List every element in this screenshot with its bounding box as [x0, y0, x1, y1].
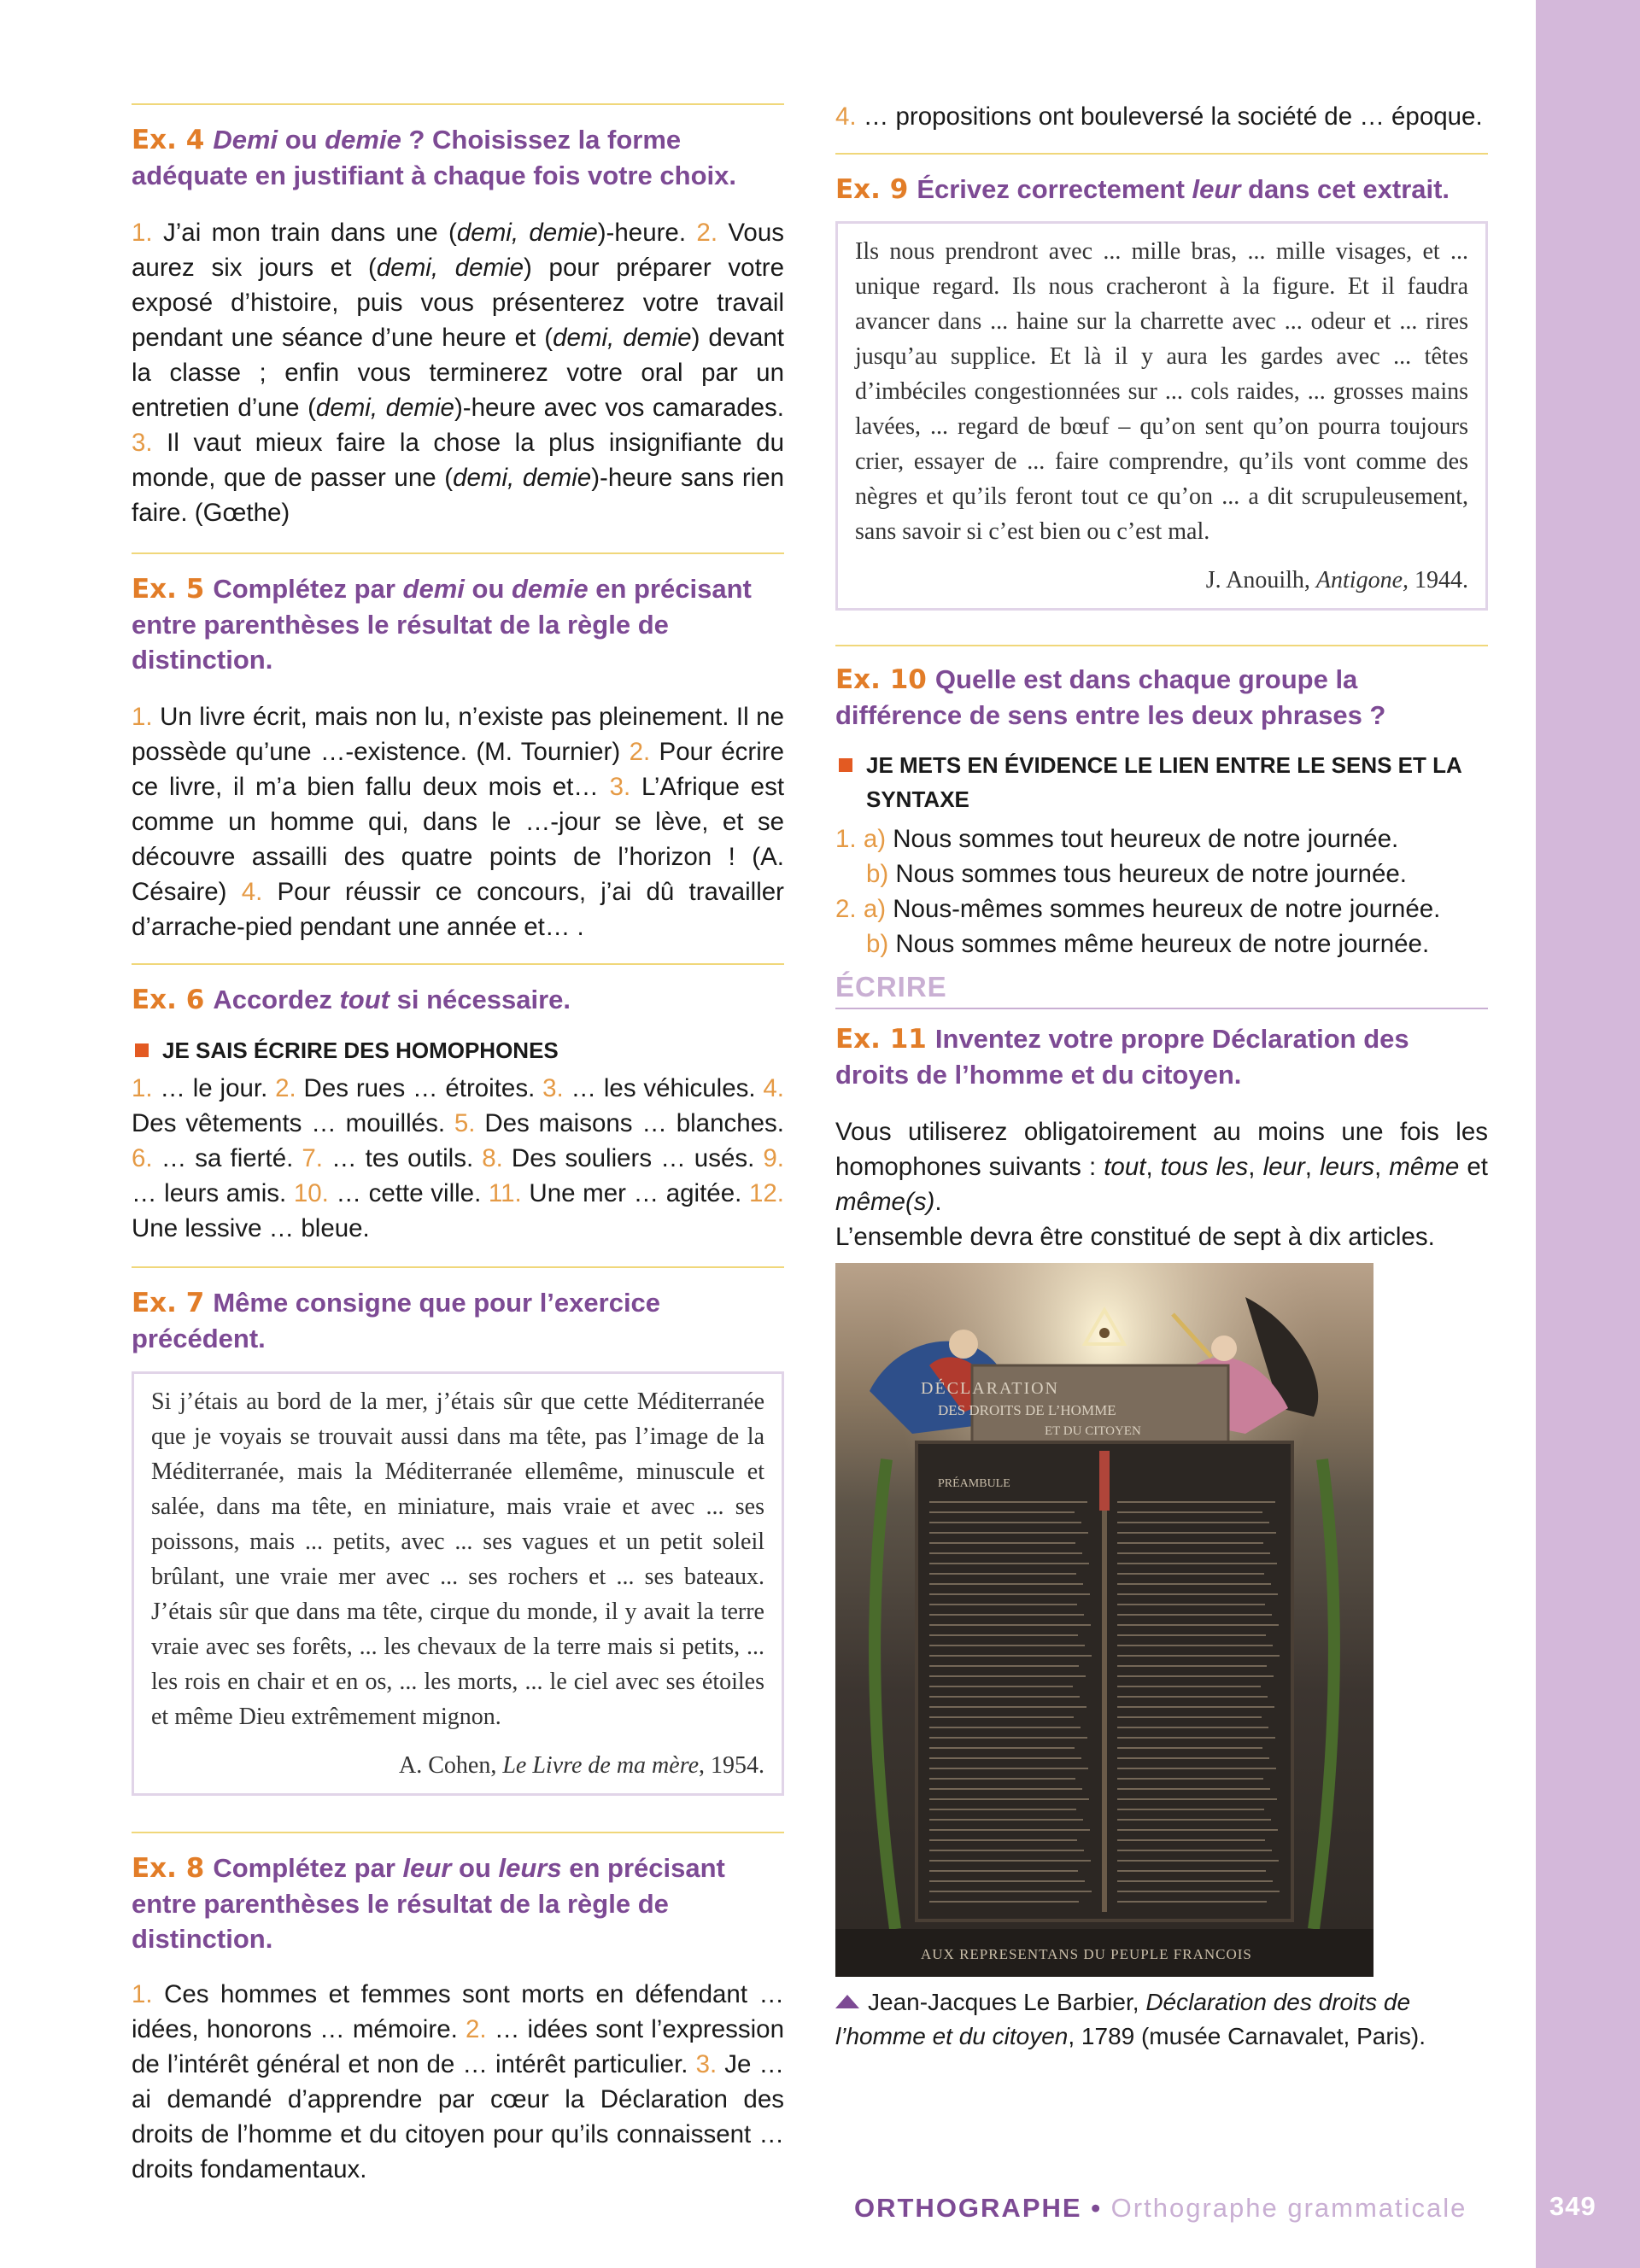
italic-text: demi, demie [553, 324, 692, 352]
italic-text: demi, demie [456, 219, 598, 247]
divider [132, 963, 784, 965]
item-number: 2. [629, 738, 651, 766]
ex6-body [132, 1071, 784, 1246]
italic-text: tout [1104, 1153, 1146, 1181]
item-number: 1. [132, 1074, 153, 1102]
ex6-subhead: JE SAIS ÉCRIRE DES HOMOPHONES [132, 1033, 784, 1067]
item-number: 12. [748, 1179, 784, 1207]
item-text: L’Afrique est comme un homme qui, dans le …-jour se lève, et se découvre assailli des quatre points de l’horizon ! (A. Césaire) [132, 773, 785, 906]
item-number: 9. [763, 1144, 784, 1172]
ex11-instruction: Ex. 11 Inventez votre propre Déclaration des droits de l’homme et du citoyen. [835, 1024, 1409, 1090]
item-text: , [1145, 1153, 1161, 1181]
ex11-body [835, 1114, 1488, 1219]
item-text: Nous-mêmes sommes heureux de notre journée. [886, 895, 1441, 923]
italic-text: même [1389, 1153, 1460, 1181]
painting-image [835, 1263, 1374, 1977]
ex6-instruction: Ex. 6 Accordez tout si nécessaire. [132, 985, 571, 1015]
item-text: Un livre écrit, mais non lu, n’existe pas pleinement. Il ne possède qu’une …-existence. (M. Tournier) [132, 703, 784, 766]
item-number: 8. [482, 1144, 503, 1172]
ex7-quote-box [132, 1371, 784, 1796]
divider [835, 153, 1488, 155]
item-text: ) pour préparer votre exposé d’histoire, puis vous présenterez votre travail pendant une séance d’une heure et ( [132, 254, 785, 352]
item-number: 4. [241, 878, 263, 906]
ex7-number: Ex. 7 [132, 1288, 205, 1318]
ex9-quote-box [835, 221, 1488, 611]
ex9-number: Ex. 9 [835, 174, 909, 205]
item-number: 1. [132, 219, 153, 247]
item-number: 3. [542, 1074, 564, 1102]
ex6-number: Ex. 6 [132, 985, 205, 1015]
item-number: 1. [835, 825, 864, 853]
item-number: 2. [696, 219, 718, 247]
item-text: ) devant la classe ; enfin vous terminerez votre oral par un entretien d’une ( [132, 324, 784, 422]
item-text: et [1459, 1153, 1488, 1181]
italic-text: leur [1262, 1153, 1305, 1181]
item-number: 7. [302, 1144, 323, 1172]
item-number: 6. [132, 1144, 153, 1172]
footer-running-head: ORTHOGRAPHE • Orthographe grammaticale [854, 2193, 1467, 2223]
item-text: … sa fierté. [152, 1144, 302, 1172]
ecrire-rule [835, 1008, 1488, 1009]
item-text: Il vaut mieux faire la chose la plus insignifiante du monde, que de passer une ( [132, 429, 784, 492]
ex7-instruction: Ex. 7 Même consigne que pour l’exercice précédent. [132, 1288, 661, 1353]
ex8-number: Ex. 8 [132, 1853, 205, 1884]
ex9-quote-text: Ils nous prendront avec ... mille bras, ... mille visages, et ... unique regard. Ils nous cracheront à la figure. Et il faudra avancer dans ... haine sur la charrette avec ... odeur et ... rires jusqu’au supplice. Et là il y aura les gardes avec ... têtes d’imbéciles congestionnées sur ... cols raides, ... grosses mains lavées, ... regard de bœuf – qu’on sent qu’on pourra toujours crier, essayer de ... faire comprendre, qu’ils vont comme des nègres et qu’ils feront tout ce qu’on ... a dit scrupuleusement, sans savoir si c’est bien ou c’est mal. [855, 238, 1468, 545]
item-text: … cette ville. [328, 1179, 489, 1207]
divider [132, 1832, 784, 1833]
ex7-source: A. Cohen, Le Livre de ma mère, 1954. [399, 1752, 764, 1779]
ex9-source: J. Anouilh, Antigone, 1944. [1205, 567, 1468, 593]
item-number: 2. [275, 1074, 296, 1102]
italic-text: tous les [1160, 1153, 1249, 1181]
item-text: … tes outils. [322, 1144, 483, 1172]
item-text: Pour écrire ce livre, il m’a bien fallu deux mois et… [132, 738, 784, 801]
item-text: Je … ai demandé d’apprendre par cœur la Déclaration des droits de l’homme et du citoyen pour qu’ils connaissent … droits fondamentaux. [132, 2050, 784, 2183]
ex11-number: Ex. 11 [835, 1024, 927, 1055]
item-number: 2. [466, 2015, 487, 2043]
italic-text: demi, demie [315, 394, 454, 422]
italic-text: demi, demie [376, 254, 524, 282]
ex10-items [835, 821, 1488, 962]
italic-text: même(s) [835, 1188, 935, 1216]
item-text: Des souliers … usés. [502, 1144, 764, 1172]
item-text: Une lessive … bleue. [132, 1214, 370, 1242]
item-text: )-heure sans rien faire. (Gœthe) [132, 464, 785, 527]
ex7-quote-text: Si j’étais au bord de la mer, j’étais sûr que cette Méditerranée que je voyais se trouvait aussi dans ma tête, pas l’image de la Méditerranée, mais la Méditerranée ellemême, minuscule et salée, dans ma tête, en miniature, mais vraie et avec ... ses poissons, mais ... petits, avec ... ses vagues et un petit soleil brûlant, une vraie mer avec ... ses rochers et ... ses bateaux. J’étais sûr que dans ma tête, cirque du monde, il y avait la terre vraie avec ses forêts, ... les chevaux de la terre mais si petits, ... les rois en chair et en os, ... les morts, ... le ciel avec ses étoiles et même Dieu extrêmement mignon. [151, 1388, 764, 1730]
divider [132, 1266, 784, 1268]
divider [132, 552, 784, 554]
item-text: … idées sont l’expression de l’intérêt général et non de … intérêt particulier. [132, 2015, 784, 2078]
ex4-number: Ex. 4 [132, 125, 205, 155]
side-band [1536, 0, 1640, 2268]
item-text: Des rues … étroites. [296, 1074, 543, 1102]
square-bullet-icon [135, 1043, 149, 1057]
ex10-item [835, 821, 1488, 856]
italic-text: leurs [1320, 1153, 1375, 1181]
item-letter: b) [866, 930, 889, 958]
item-number: 11. [488, 1179, 522, 1207]
item-text: … le jour. [152, 1074, 276, 1102]
ex10-item [835, 926, 1488, 962]
item-text: Vous utiliserez obligatoirement au moins une fois les homophones suivants : [835, 1118, 1488, 1181]
ex5-instruction: Ex. 5 Complétez par demi ou demie en précisant entre parenthèses le résultat de la règle de distinction. [132, 574, 752, 675]
declaration-painting-svg [835, 1263, 1374, 1977]
item-text: )-heure. [597, 219, 697, 247]
item-text: , [1374, 1153, 1390, 1181]
item-letter: a) [863, 825, 887, 853]
ex5-number: Ex. 5 [132, 574, 205, 605]
item-text: , [1248, 1153, 1263, 1181]
divider [132, 103, 784, 105]
item-text: . [934, 1188, 942, 1216]
painting-title-line-3: ET DU CITOYEN [1045, 1424, 1141, 1438]
ex9-instruction: Ex. 9 Écrivez correctement leur dans cet extrait. [835, 174, 1450, 205]
ex11-body2: L’ensemble devra être constitué de sept à dix articles. [835, 1223, 1435, 1251]
item-text: J’ai mon train dans une ( [152, 219, 457, 247]
ex10-item [835, 856, 1488, 891]
item-number: 10. [293, 1179, 329, 1207]
triangle-up-icon [835, 1995, 859, 2008]
item-text: Des maisons … blanches. [475, 1109, 784, 1137]
item-text: Nous sommes tous heureux de notre journée. [888, 860, 1407, 888]
ex8-item4: 4. … propositions ont bouleversé la société de … époque. [835, 102, 1483, 131]
painting-title-line-2: DES DROITS DE L’HOMME [938, 1402, 1116, 1418]
item-text: )-heure avec vos camarades. [454, 394, 785, 422]
painting-preamble: PRÉAMBULE [938, 1477, 1010, 1490]
item-letter: b) [866, 860, 889, 888]
ex10-item [835, 891, 1488, 926]
item-number: 4. [763, 1074, 784, 1102]
item-text: Nous sommes même heureux de notre journée. [888, 930, 1430, 958]
item-text: … leurs amis. [132, 1179, 294, 1207]
ex4-body [132, 215, 784, 530]
painting-title-line-1: DÉCLARATION [921, 1379, 1059, 1398]
item-letter: a) [863, 895, 887, 923]
ex8-body [132, 1977, 784, 2187]
item-text: Nous sommes tout heureux de notre journée. [886, 825, 1399, 853]
ex4-instruction: Ex. 4 Demi ou demie ? Choisissez la forme adéquate en justifiant à chaque fois votre choix. [132, 125, 736, 190]
item-text: Des vêtements … mouillés. [132, 1109, 454, 1137]
item-number: 1. [132, 703, 153, 731]
square-bullet-icon [839, 758, 852, 772]
item-number: 3. [609, 773, 631, 801]
page-number: 349 [1549, 2191, 1596, 2221]
ex5-body [132, 699, 784, 944]
item-number: 1. [132, 1980, 153, 2008]
painting-bottom-inscription: AUX REPRESENTANS DU PEUPLE FRANCOIS [921, 1946, 1252, 1962]
item-text: Une mer … agitée. [521, 1179, 749, 1207]
ex10-instruction: Ex. 10 Quelle est dans chaque groupe la différence de sens entre les deux phrases ? [835, 664, 1386, 730]
item-text: Ces hommes et femmes sont morts en défendant … idées, honorons … mémoire. [132, 1980, 784, 2043]
right-column [835, 0, 1488, 2054]
ex8-instruction: Ex. 8 Complétez par leur ou leurs en précisant entre parenthèses le résultat de la règle de distinction. [132, 1853, 725, 1954]
ex10-number: Ex. 10 [835, 664, 927, 695]
item-text: , [1304, 1153, 1321, 1181]
painting-caption: Jean-Jacques Le Barbier, Déclaration des droits de l’homme et du citoyen, 1789 (musée Carnavalet, Paris). [835, 1989, 1426, 2049]
item-number: 3. [132, 429, 153, 457]
ex10-subhead: JE METS EN ÉVIDENCE LE LIEN ENTRE LE SENS ET LA SYNTAXE [835, 748, 1488, 816]
section-title-ecrire: ÉCRIRE [835, 971, 947, 1002]
italic-text: demi, demie [453, 464, 592, 492]
item-number: 3. [695, 2050, 718, 2078]
divider [835, 645, 1488, 646]
item-number: 2. [835, 895, 864, 923]
left-column [132, 0, 784, 2187]
item-text: Vous aurez six jours et ( [132, 219, 784, 282]
item-text: Pour réussir ce concours, j’ai dû travailler d’arrache-pied pendant une année et… . [132, 878, 785, 941]
item-text: … les véhicules. [563, 1074, 764, 1102]
item-number: 5. [454, 1109, 476, 1137]
